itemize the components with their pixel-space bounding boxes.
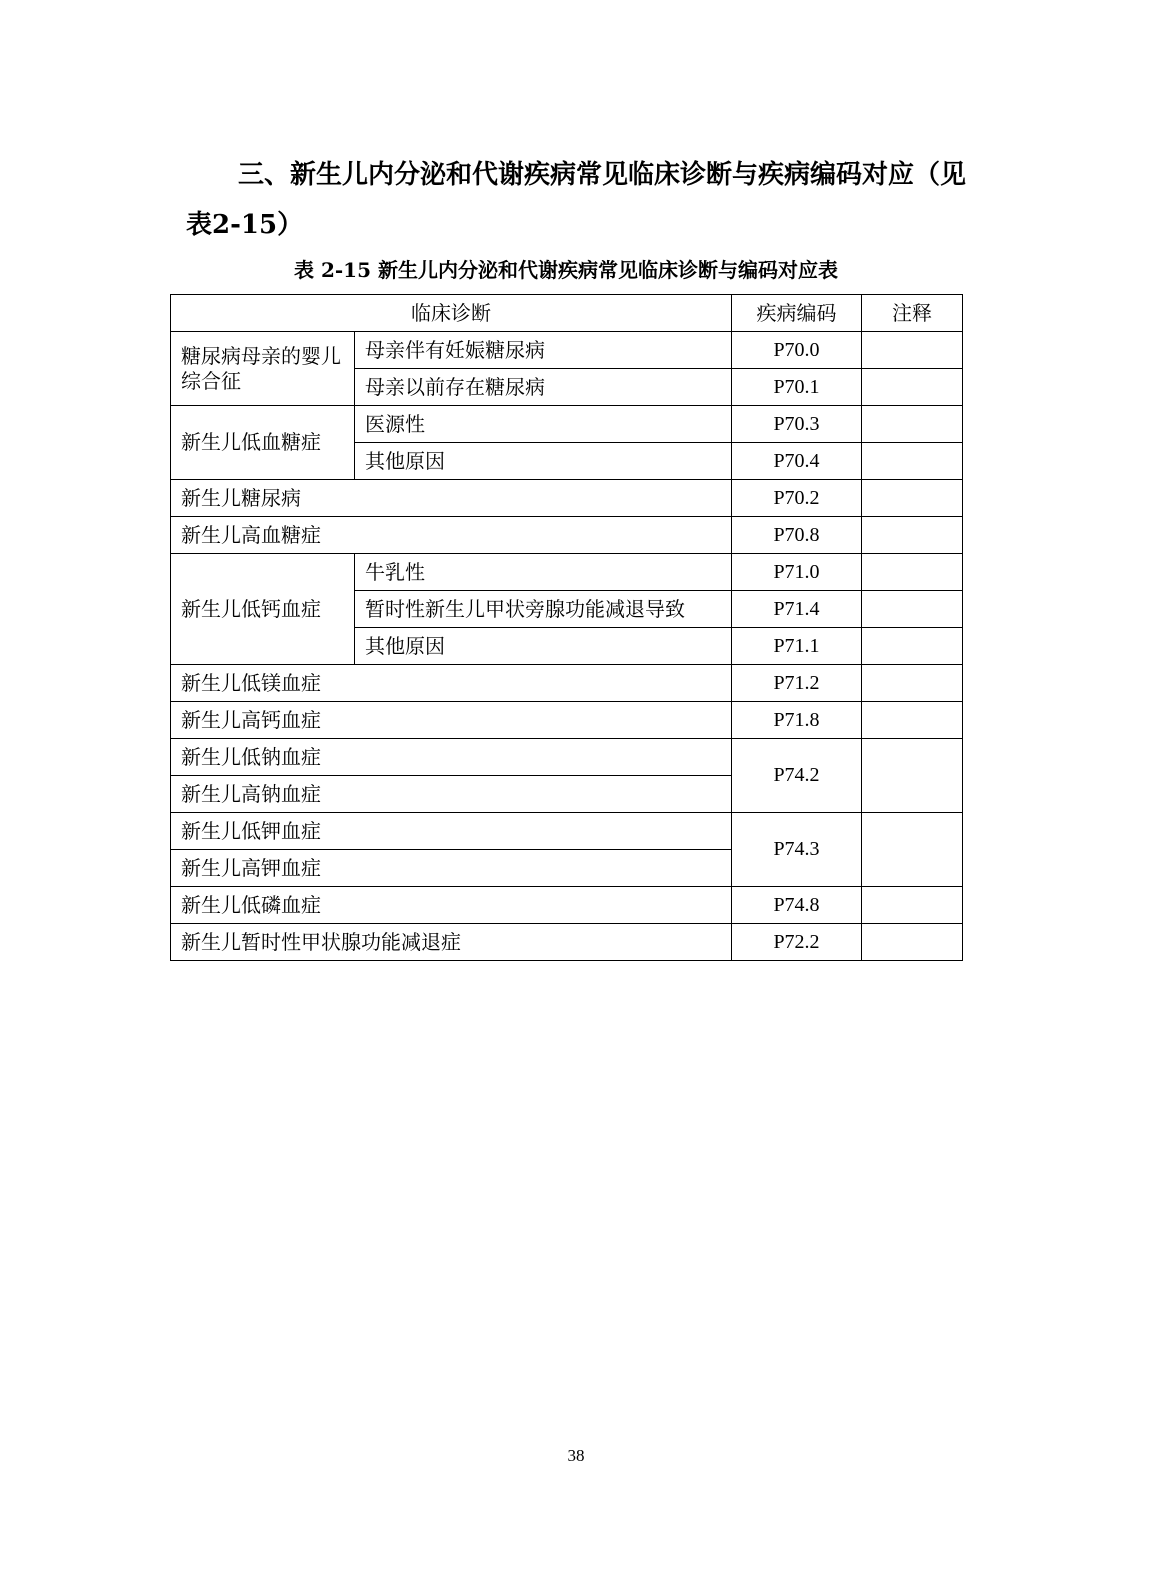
note-cell xyxy=(862,628,963,665)
disease-code: P70.1 xyxy=(732,369,862,406)
disease-code: P72.2 xyxy=(732,924,862,961)
diagnosis-label: 新生儿高血糖症 xyxy=(171,517,732,554)
diagnosis-label: 新生儿低钾血症 xyxy=(171,813,732,850)
sub-diagnosis: 其他原因 xyxy=(355,443,732,480)
note-cell xyxy=(862,480,963,517)
disease-code: P70.4 xyxy=(732,443,862,480)
disease-code: P70.3 xyxy=(732,406,862,443)
sub-diagnosis: 母亲伴有妊娠糖尿病 xyxy=(355,332,732,369)
group-label: 糖尿病母亲的婴儿综合征 xyxy=(171,332,355,406)
note-cell xyxy=(862,554,963,591)
header-code: 疾病编码 xyxy=(732,295,862,332)
diagnosis-label: 新生儿高钾血症 xyxy=(171,850,732,887)
header-diagnosis: 临床诊断 xyxy=(171,295,732,332)
disease-code: P71.4 xyxy=(732,591,862,628)
sub-diagnosis: 牛乳性 xyxy=(355,554,732,591)
diagnosis-label: 新生儿暂时性甲状腺功能减退症 xyxy=(171,924,732,961)
disease-code: P70.8 xyxy=(732,517,862,554)
note-cell xyxy=(862,369,963,406)
group-label: 新生儿低钙血症 xyxy=(171,554,355,665)
note-cell xyxy=(862,406,963,443)
diagnosis-label: 新生儿高钠血症 xyxy=(171,776,732,813)
disease-code: P74.8 xyxy=(732,887,862,924)
sub-diagnosis: 医源性 xyxy=(355,406,732,443)
table-row xyxy=(171,480,963,517)
disease-code: P71.2 xyxy=(732,665,862,702)
table-row xyxy=(171,739,963,776)
table-row xyxy=(171,665,963,702)
disease-code: P71.8 xyxy=(732,702,862,739)
disease-code: P71.0 xyxy=(732,554,862,591)
disease-code: P74.3 xyxy=(732,813,862,887)
table-row xyxy=(171,517,963,554)
table-row xyxy=(171,406,963,443)
table-caption: 表 2-15 新生儿内分泌和代谢疾病常见临床诊断与编码对应表 xyxy=(294,258,838,282)
note-cell xyxy=(862,702,963,739)
header-note: 注释 xyxy=(862,295,963,332)
note-cell xyxy=(862,924,963,961)
diagnosis-label: 新生儿低磷血症 xyxy=(171,887,732,924)
diagnosis-label: 新生儿低钠血症 xyxy=(171,739,732,776)
note-cell xyxy=(862,517,963,554)
table-row xyxy=(171,332,963,369)
diagnosis-label: 新生儿糖尿病 xyxy=(171,480,732,517)
note-cell xyxy=(862,332,963,369)
table-header-row xyxy=(171,295,963,332)
note-cell xyxy=(862,887,963,924)
note-cell xyxy=(862,739,963,813)
diagnosis-code-table xyxy=(170,294,963,961)
disease-code: P71.1 xyxy=(732,628,862,665)
note-cell xyxy=(862,591,963,628)
note-cell xyxy=(862,813,963,887)
note-cell xyxy=(862,443,963,480)
disease-code: P74.2 xyxy=(732,739,862,813)
sub-diagnosis: 暂时性新生儿甲状旁腺功能减退导致 xyxy=(355,591,732,628)
disease-code: P70.0 xyxy=(732,332,862,369)
sub-diagnosis: 母亲以前存在糖尿病 xyxy=(355,369,732,406)
disease-code: P70.2 xyxy=(732,480,862,517)
table-row xyxy=(171,924,963,961)
diagnosis-label: 新生儿低镁血症 xyxy=(171,665,732,702)
sub-diagnosis: 其他原因 xyxy=(355,628,732,665)
table-row xyxy=(171,813,963,850)
table-row xyxy=(171,702,963,739)
group-label: 新生儿低血糖症 xyxy=(171,406,355,480)
page-number: 38 xyxy=(567,1446,585,1465)
note-cell xyxy=(862,665,963,702)
diagnosis-label: 新生儿高钙血症 xyxy=(171,702,732,739)
table-row xyxy=(171,554,963,591)
table-row xyxy=(171,887,963,924)
section-heading: 三、新生儿内分泌和代谢疾病常见临床诊断与疾病编码对应（见表2-15） xyxy=(186,160,967,240)
